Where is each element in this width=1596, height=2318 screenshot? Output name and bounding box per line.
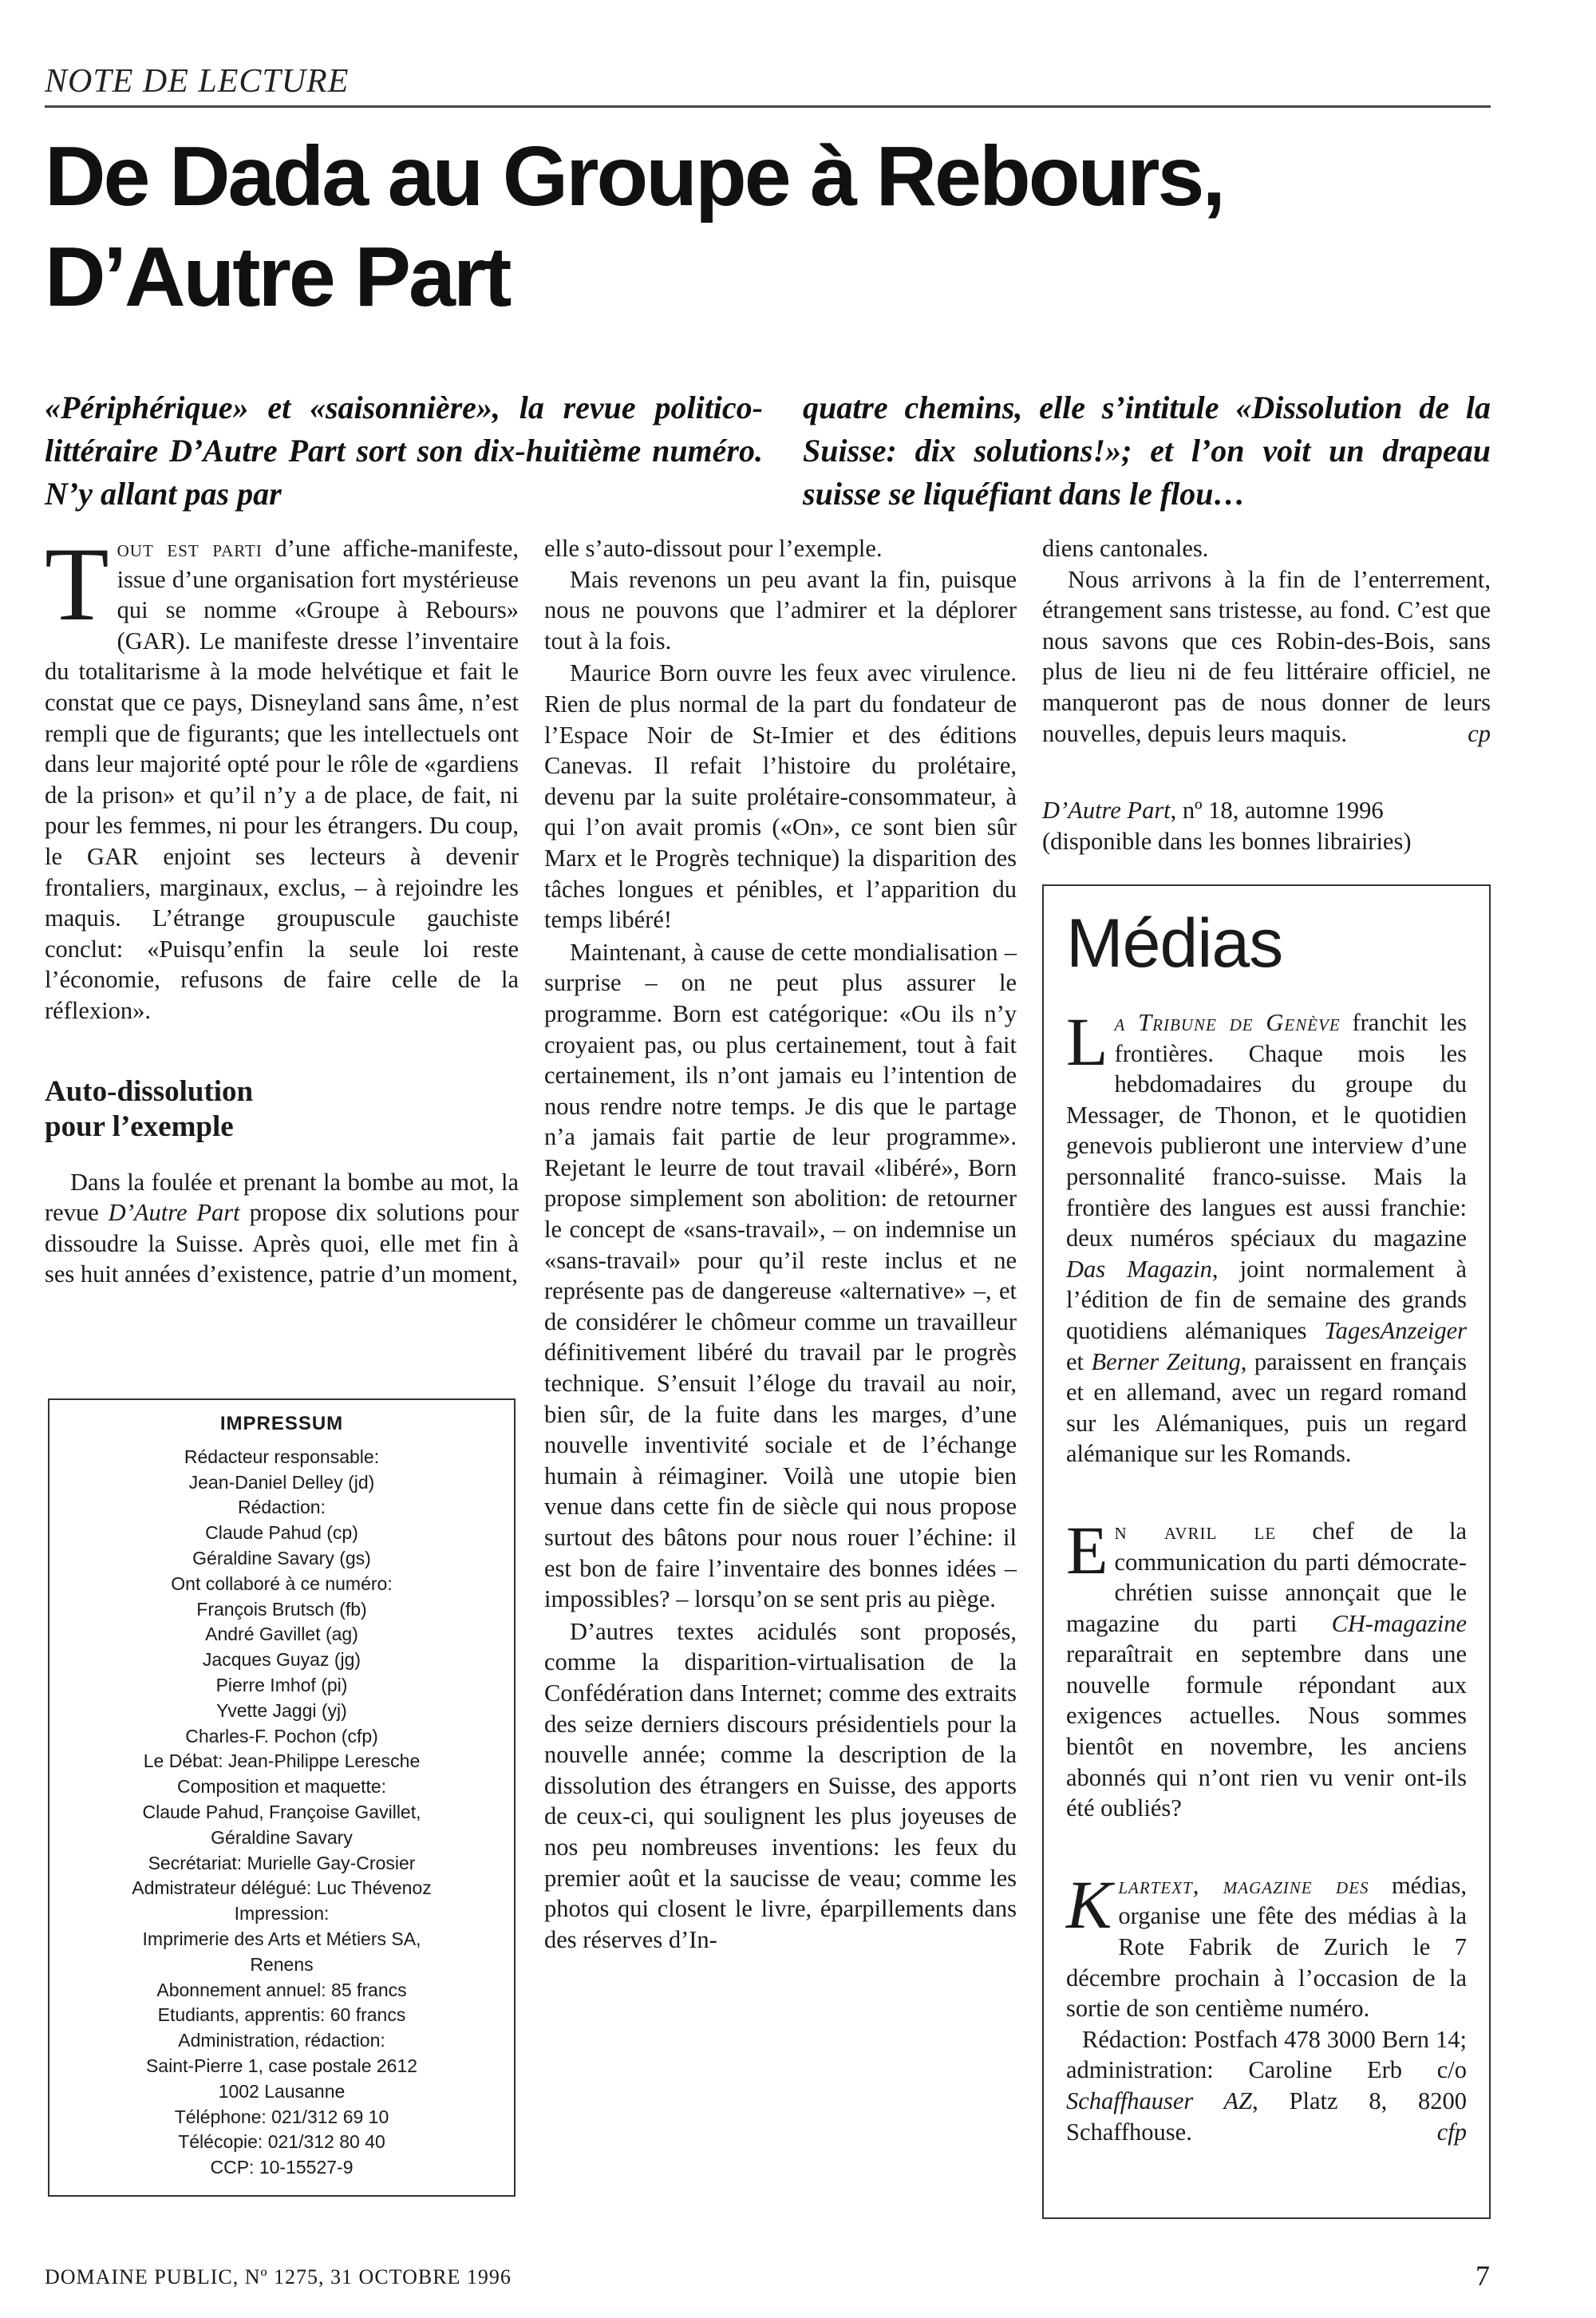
- impressum-line: Admistrateur délégué: Luc Thévenoz: [132, 1877, 432, 1899]
- drop-cap: L: [1066, 1003, 1108, 1080]
- medias-box: [1042, 884, 1491, 2219]
- publication-name: CH-magazine: [1331, 1609, 1467, 1637]
- smallcaps-opening: n avril le: [1114, 1517, 1277, 1545]
- publication-credit: [1042, 795, 1491, 856]
- medias-item-klartext-address: [1066, 2024, 1467, 2147]
- impressum-line: Rédaction:: [238, 1497, 326, 1518]
- paragraph-text: , Platz 8, 8200 Schaffhouse.: [1066, 2087, 1467, 2146]
- publication-name: Berner Zeitung: [1091, 1347, 1241, 1375]
- impressum-line: CCP: 10-15527-9: [210, 2157, 354, 2178]
- article-paragraph-2: [45, 1167, 519, 1290]
- paragraph-text: propose dix solutions pour dissoudre la Suisse. Après quoi, elle met fin à ses huit années d’existence, patrie d’un moment,: [45, 1199, 519, 1288]
- medias-item-tribune: [1066, 1003, 1468, 1470]
- article-paragraph: Mais revenons un peu avant la fin, puisque nous ne pouvons que l’admirer et la déplorer tout à la fois.: [544, 565, 1017, 655]
- credit-title: D’Autre Part: [1042, 797, 1171, 824]
- paragraph-text: , joint normalement à l’édition de fin de semaine des grands quotidiens alémaniques: [1066, 1255, 1467, 1344]
- article-paragraph-1: [45, 525, 519, 1026]
- impressum-box: [48, 1398, 516, 2197]
- impressum-line: Charles-F. Pochon (cfp): [185, 1725, 378, 1746]
- impressum-line: Géraldine Savary: [211, 1826, 353, 1848]
- impressum-line: Saint-Pierre 1, case postale 2612: [145, 2055, 418, 2076]
- impressum-line: Imprimerie des Arts et Métiers SA,: [142, 1928, 421, 1949]
- publication-name: TagesAnzeiger: [1324, 1316, 1467, 1344]
- smallcaps-opening: a Tribune de Genève: [1114, 1009, 1341, 1036]
- drop-cap: K: [1066, 1865, 1112, 1943]
- impressum-line: Géraldine Savary (gs): [192, 1547, 371, 1568]
- impressum-line: Impression:: [234, 1903, 330, 1924]
- lead-paragraph-left: «Périphérique» et «saisonnière», la revue politico-littéraire D’Autre Part sort son dix-huitième numéro. N’y allant pas par: [45, 390, 763, 512]
- author-signature: cfp: [1436, 2118, 1467, 2146]
- impressum-line: Secrétariat: Murielle Gay-Crosier: [148, 1852, 416, 1873]
- headline-line-2: D’Autre Part: [45, 230, 510, 324]
- journal-title: D’Autre Part: [108, 1199, 240, 1227]
- impressum-line: Administration, rédaction:: [178, 2030, 385, 2051]
- impressum-line: Yvette Jaggi (yj): [216, 1699, 347, 1721]
- article-paragraph: [1042, 564, 1491, 750]
- impressum-line: Télécopie: 021/312 80 40: [178, 2131, 385, 2153]
- article-paragraph: D’autres textes acidulés sont proposés, comme la disparition-virtualisation de la Confédération dans Internet; comme des extraits des seize derniers discours présidentiels pour la nouvelle année; comme la description de la dissolution des étrangers en Suisse, des apports de ceux-ci, qui soulignent les plus joyeuses de nos peu nombreuses inventions: les feux du premier août et la saucisse de veau; comme les photos qui closent le livre, éparpillements dans des réserves d’In-: [544, 1617, 1017, 1953]
- headline-line-1: De Dada au Groupe à Rebours,: [45, 129, 1223, 223]
- paragraph-text: chef de la communication du parti démocrate-chrétien suisse annonçait que le magazine du parti: [1066, 1517, 1468, 1637]
- footer-folio: DOMAINE PUBLIC, Nº 1275, 31 OCTOBRE 1996: [45, 2265, 512, 2288]
- smallcaps-opening: out est parti: [117, 535, 263, 562]
- page-footer: [45, 2260, 1491, 2292]
- impressum-line: Le Débat: Jean-Philippe Leresche: [143, 1750, 421, 1772]
- paragraph-text: franchit les frontières. Chaque mois les hebdomadaires du groupe du Messager, de Thonon, et le quotidien genevois publieront une interview d’une personnalité franco-suisse. Mais la frontière des langues est aussi franchie: deux numéros spéciaux du magazine: [1066, 1009, 1468, 1252]
- smallcaps-opening: lartext, magazine des: [1118, 1871, 1369, 1899]
- credit-availability: (disponible dans les bonnes librairies): [1042, 827, 1412, 855]
- publication-name: Schaffhauser AZ: [1066, 2087, 1253, 2114]
- impressum-title: IMPRESSUM: [219, 1413, 344, 1434]
- impressum-line: Claude Pahud, Françoise Gavillet,: [142, 1801, 421, 1822]
- paragraph-text: Rédaction: Postfach 478 3000 Bern 14; administration: Caroline Erb c/o: [1066, 2025, 1467, 2084]
- subheading-line-1: Auto-dissolution: [45, 1074, 254, 1108]
- section-rubric: NOTE DE LECTURE: [45, 62, 1491, 108]
- impressum-line: Renens: [250, 1953, 314, 1975]
- page-number: 7: [1476, 2260, 1491, 2292]
- impressum-line: Ont collaboré à ce numéro:: [171, 1572, 393, 1594]
- article-paragraph: Maurice Born ouvre les feux avec virulence. Rien de plus normal de la part du fondateur de l’Espace Noir de St-Imier et des éditions Canevas. Il refait l’histoire du prolétaire, devenu par la suite prolétaire-consommateur, à qui l’on avait promis («On», ce sont bien sûr Marx et le Progrès technique) la disparition des tâches longues et pénibles, et l’apparition du temps libéré!: [544, 659, 1017, 934]
- medias-item-ch-magazine: [1066, 1511, 1468, 1824]
- paragraph-text: reparaîtrait en septembre dans une nouvelle formule répondant aux exigences actuelles. Nous sommes bientôt en novembre, les anciens abonnés qui n’ont rien vu venir ont-ils été oubliés?: [1066, 1640, 1467, 1822]
- paragraph-text: Dans la foulée et prenant la bombe au mot, la revue: [45, 1168, 519, 1227]
- impressum-line: Claude Pahud (cp): [205, 1522, 358, 1544]
- paragraph-text: et: [1066, 1347, 1092, 1375]
- article-paragraph: Maintenant, à cause de cette mondialisation – surprise – on ne peut plus assurer le programme. Born est catégorique: «Ou ils n’y croyaient pas, ou plus certainement, tout à fait certainement, ils n’ont jamais eu l’intention de nous rendre notre temps. Je dis que le partage n’a jamais fait partie de leur programme». Rejetant le leurre de tout travail «libéré», Born propose simplement son abolition: de retourner le concept de «sans-travail», – on indemnise un «sans-travail» pour qu’il reste inclus et ne représente pas de dangereuse «alternative» –, et de considérer le chômeur comme un travailleur définitivement libéré du travail par le progrès technique. S’ensuit l’éloge du travail au noir, bien sûr, de la fuite dans les marges, d’une nouvelle inventivité sociale et de l’échange humain à réimaginer. Voilà une utopie bien venue dans cette fin de siècle qui nous propose surtout des bâtons pour nous rouer l’échine: il est bon de faire l’inventaire des bonnes idées – impossibles? – lorsqu’on se sent pris au piège.: [544, 938, 1017, 1613]
- article-column-2: [544, 533, 1017, 1955]
- article-subheading: [45, 1074, 519, 1145]
- drop-cap: T: [45, 525, 109, 643]
- impressum-line: François Brutsch (fb): [196, 1598, 367, 1620]
- paragraph-text: d’une affiche-manifeste, issue d’une organisation fort mystérieuse qui se nomme «Groupe à Rebours» (GAR). Le manifeste dresse l’inventaire du totalitarisme à la mode helvétique et fait le constat que ce pays, Disneyland sans âme, n’est rempli que de figurants; que les intellectuels ont dans leur majorité opté pour le rôle de «gardiens de la prison» et qu’il n’y a de place, de fait, ni pour les femmes, ni pour les étrangers. Du coup, le GAR enjoint ses lecteurs à devenir frontaliers, marginaux, exclus, – à rejoindre les maquis. L’étrange groupuscule gauchiste conclut: «Puisqu’enfin la seule loi reste l’économie, refusons de faire celle de la réflexion».: [45, 535, 519, 1024]
- article-column-3: [1042, 533, 1491, 749]
- drop-cap: E: [1066, 1511, 1108, 1588]
- paragraph-text: Nous arrivons à la fin de l’enterrement, étrangement sans tristesse, au fond. C’est que nous savons que ces Robin-des-Bois, sans plus de lieu ni de feu littéraire officiel, ne manqueront pas de nous donner de leurs nouvelles, depuis leurs maquis.: [1042, 565, 1491, 747]
- impressum-line: Pierre Imhof (pi): [215, 1674, 348, 1695]
- author-signature: cp: [1468, 719, 1491, 747]
- article-column-1: [45, 525, 519, 1290]
- article-paragraph: elle s’auto-dissout pour l’exemple.: [544, 535, 883, 562]
- credit-issue: , nº 18, automne 1996: [1170, 797, 1384, 824]
- medias-title: Médias: [1066, 905, 1283, 982]
- medias-item-klartext: [1066, 1865, 1467, 2024]
- impressum-line: Téléphone: 021/312 69 10: [174, 2106, 389, 2127]
- lead-paragraph-right: quatre chemins, elle s’intitule «Dissolution de la Suisse: dix solutions!»; et l’on voit un drapeau suisse se liquéfiant dans le flou…: [803, 390, 1491, 512]
- paragraph-text: , paraissent en français et en allemand, avec un regard romand sur les Alémaniques, puis un regard alémanique sur les Romands.: [1066, 1347, 1467, 1468]
- article-paragraph: diens cantonales.: [1042, 535, 1209, 562]
- impressum-line: Rédacteur responsable:: [184, 1446, 380, 1467]
- impressum-line: Composition et maquette:: [176, 1776, 387, 1798]
- impressum-line: 1002 Lausanne: [218, 2080, 346, 2102]
- impressum-line: Abonnement annuel: 85 francs: [156, 1979, 407, 2000]
- paragraph-text: médias, organise une fête des médias à la Rote Fabrik de Zurich le 7 décembre prochain à l’occasion de la sortie de son centième numéro.: [1066, 1871, 1467, 2023]
- subheading-line-2: pour l’exemple: [45, 1110, 234, 1143]
- impressum-line: Jean-Daniel Delley (jd): [188, 1471, 375, 1493]
- article-headline: [45, 126, 1491, 327]
- impressum-line: Jacques Guyaz (jg): [202, 1649, 361, 1671]
- impressum-line: André Gavillet (ag): [205, 1624, 358, 1645]
- impressum-line: Etudiants, apprentis: 60 francs: [157, 2004, 406, 2026]
- publication-name: Das Magazin: [1066, 1255, 1212, 1283]
